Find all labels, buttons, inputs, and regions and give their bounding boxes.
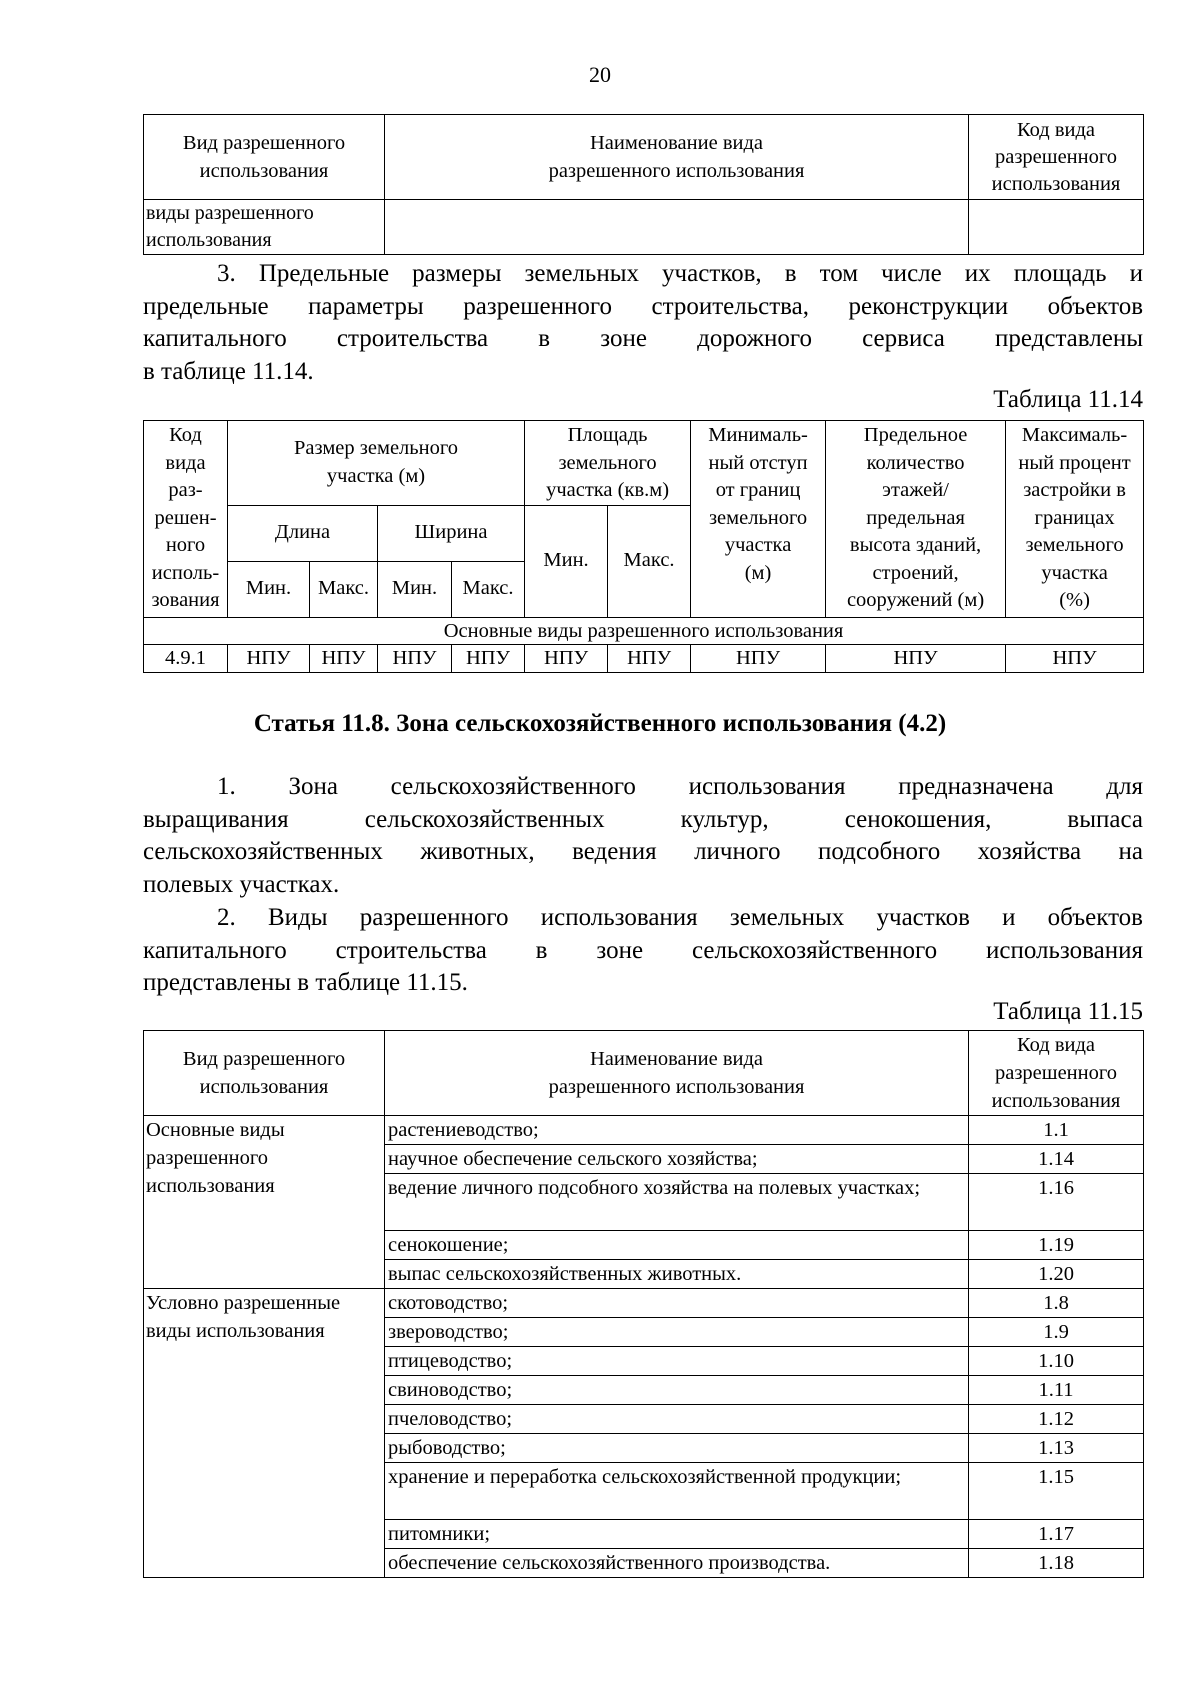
header-use-name: Наименование вида разрешенного использования: [385, 1031, 969, 1116]
header-length-min: Мин.: [228, 561, 310, 617]
header-width: Ширина: [378, 505, 525, 561]
use-name: хранение и переработка сельскохозяйственной продукции;: [385, 1463, 969, 1520]
use-code: 1.19: [969, 1231, 1144, 1260]
name-cell: [385, 200, 969, 255]
use-code: 1.1: [969, 1116, 1144, 1145]
use-code: 1.17: [969, 1520, 1144, 1549]
table-header-row: [144, 421, 1144, 506]
header-floors-height: Предельное количество этажей/ предельная высота зданий, строений, сооружений (м): [826, 421, 1006, 618]
use-code: 1.16: [969, 1174, 1144, 1231]
table-11-15: [143, 1030, 1144, 1578]
use-code: 1.18: [969, 1549, 1144, 1578]
use-name: скотоводство;: [385, 1289, 969, 1318]
table-header-row: [144, 115, 1144, 200]
use-name: звероводство;: [385, 1318, 969, 1347]
value-max-percent: НПУ: [1006, 644, 1144, 672]
header-code: Код вида раз- решен- ного исполь- зования: [144, 421, 228, 618]
use-name: рыбоводство;: [385, 1434, 969, 1463]
use-name: птицеводство;: [385, 1347, 969, 1376]
land-use-table-continuation: [143, 114, 1144, 255]
use-code: 1.14: [969, 1145, 1144, 1174]
use-code: 1.10: [969, 1347, 1144, 1376]
use-code: 1.11: [969, 1376, 1144, 1405]
table-11-14-caption: Таблица 11.14: [993, 386, 1143, 413]
use-name: сенокошение;: [385, 1231, 969, 1260]
use-code: 1.20: [969, 1260, 1144, 1289]
table-row: [144, 200, 1144, 255]
header-width-max: Макс.: [452, 561, 525, 617]
value-length-min: НПУ: [228, 644, 310, 672]
article-heading: Статья 11.8. Зона сельскохозяйственного использования (4.2): [253, 710, 947, 737]
table-row: [144, 1116, 1144, 1145]
paragraph-1: 1. Зона сельскохозяйственного использования предназначена для выращивания сельскохозяйственных культур, сенокошения, выпаса сельскохозяйственных животных, ведения личного подсобного хозяйства на полевых участках.: [143, 773, 1143, 898]
use-name: пчеловодство;: [385, 1405, 969, 1434]
use-name: свиноводство;: [385, 1376, 969, 1405]
section-main-uses: Основные виды разрешенного использования: [144, 617, 1144, 644]
header-use-code: Код вида разрешенного использования: [969, 115, 1144, 200]
use-name: научное обеспечение сельского хозяйства;: [385, 1145, 969, 1174]
header-use-name: Наименование вида разрешенного использования: [385, 115, 969, 200]
paragraph-2: 2. Виды разрешенного использования земельных участков и объектов капитального строительства в зоне сельскохозяйственного использования представлены в таблице 11.15.: [143, 904, 1143, 996]
header-area-min: Мин.: [525, 505, 608, 617]
header-plot-area: Площадь земельного участка (кв.м): [525, 421, 691, 506]
use-code: 1.12: [969, 1405, 1144, 1434]
paragraph-3: 3. Предельные размеры земельных участков, в том числе их площадь и предельные параметры разрешенного строительства, реконструкции объектов капитального строительства в зоне дорожного сервиса представлены в таблице 11.14.: [143, 260, 1143, 385]
value-floors-height: НПУ: [826, 644, 1006, 672]
use-name: ведение личного подсобного хозяйства на полевых участках;: [385, 1174, 969, 1231]
table-header-row: [144, 1031, 1144, 1116]
value-width-max: НПУ: [452, 644, 525, 672]
header-use-type: Вид разрешенного использования: [144, 115, 385, 200]
use-code: 1.13: [969, 1434, 1144, 1463]
page-number: 20: [589, 62, 611, 87]
header-plot-size: Размер земельного участка (м): [228, 421, 525, 506]
value-width-min: НПУ: [378, 644, 452, 672]
use-name: выпас сельскохозяйственных животных.: [385, 1260, 969, 1289]
header-width-min: Мин.: [378, 561, 452, 617]
value-area-min: НПУ: [525, 644, 608, 672]
value-area-max: НПУ: [608, 644, 691, 672]
value-length-max: НПУ: [310, 644, 378, 672]
category-conditional-uses: Условно разрешенные виды использования: [144, 1289, 385, 1578]
category-main-uses: Основные виды разрешенного использования: [144, 1116, 385, 1289]
header-area-max: Макс.: [608, 505, 691, 617]
header-use-code: Код вида разрешенного использования: [969, 1031, 1144, 1116]
header-length: Длина: [228, 505, 378, 561]
table-11-14: [143, 420, 1144, 673]
use-code: 1.9: [969, 1318, 1144, 1347]
table-row: [144, 1289, 1144, 1318]
header-min-offset: Минималь- ный отступ от границ земельного участка (м): [691, 421, 826, 618]
use-name: растениеводство;: [385, 1116, 969, 1145]
use-name: обеспечение сельскохозяйственного производства.: [385, 1549, 969, 1578]
category-cell: виды разрешенного использования: [144, 200, 385, 255]
use-name: питомники;: [385, 1520, 969, 1549]
use-code: 1.15: [969, 1463, 1144, 1520]
table-11-15-caption: Таблица 11.15: [993, 998, 1143, 1025]
header-max-percent: Максималь- ный процент застройки в границах земельного участка (%): [1006, 421, 1144, 618]
value-code: 4.9.1: [144, 644, 228, 672]
code-cell: [969, 200, 1144, 255]
table-section-row: [144, 617, 1144, 644]
value-min-offset: НПУ: [691, 644, 826, 672]
use-code: 1.8: [969, 1289, 1144, 1318]
table-row: [144, 644, 1144, 672]
header-use-type: Вид разрешенного использования: [144, 1031, 385, 1116]
header-length-max: Макс.: [310, 561, 378, 617]
